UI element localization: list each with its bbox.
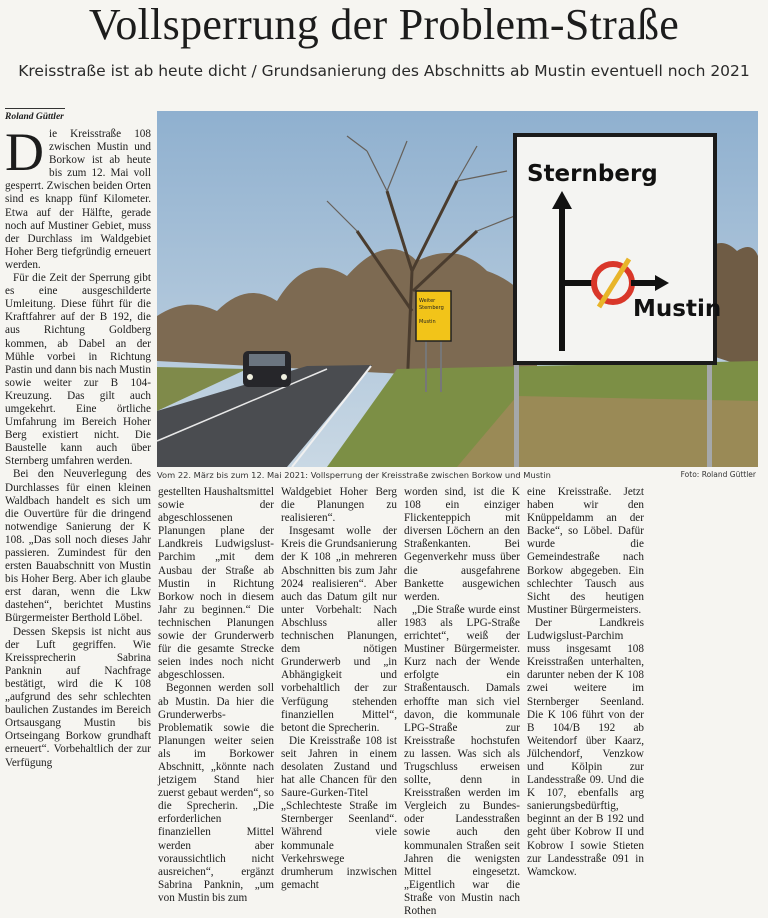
photo-caption: [157, 470, 758, 480]
paragraph: Waldgebiet Hoher Berg die Planungen zu realisieren“.: [281, 486, 397, 525]
caption-text: Vom 22. März bis zum 12. Mai 2021: Vollsperrung der Kreisstraße zwischen Borkow und Mustin: [157, 470, 551, 480]
paragraph: gestellten Haushaltsmittel sowie der abgeschlossenen Planungen plane der Landkreis Ludwigslust-Parchim „mit dem Ausbau der Straße ab Mustin in Richtung Borkow noch in diesem Jahr zu beginnen.“ Die technischen Planungen sowie der Grunderwerb für die gesamte Strecke seien indes noch nicht abgeschlossen.: [158, 486, 274, 682]
small-sign-line: Weiter: [419, 298, 436, 304]
paragraph: Dessen Skepsis ist nicht aus der Luft gegriffen. Wie Kreissprecherin Sabrina Panknin auf Nachfrage bestätigt, wird die K 108 „aufgrund des sehr schlechten baulichen Zustandes im Bereich Ortsausgang Mustin bis Ortseingang Borkow grundhaft erneuert“. Vorbehaltlich der zur Verfügung: [5, 625, 151, 769]
small-sign-line: Sternberg: [419, 305, 444, 311]
photo-credit: Foto: Roland Güttler: [680, 470, 756, 479]
article-column-2: [158, 486, 274, 905]
paragraph: Die Kreisstraße 108 ist seit Jahren in einem desolaten Zustand und hat alle Chancen für den Saure-Gurken-Titel „Schlechteste Straße im Sternberger Seenland“. Während viele kommunale Verkehrswege drumherum inzwischen gemacht: [281, 734, 397, 891]
paragraph-intro: Die Kreisstraße 108 zwischen Mustin und Borkow ist ab heute bis zum 12. Mai voll gesperrt. Zwischen beiden Orten sind es knapp fünf Kilometer. Etwa auf der Hälfte, gerade noch auf Mustiner Gebiet, muss der Durchlass im Waldgebiet Hoher Berg tiefgründig erneuert werden.: [5, 122, 152, 271]
drop-cap: D: [5, 122, 44, 182]
small-sign-line: Mustin: [419, 319, 436, 325]
sign-text-mustin: Mustin: [633, 296, 722, 322]
author-byline: Roland Güttler: [5, 112, 64, 122]
article-column-3: [281, 486, 397, 892]
article-photo: [157, 111, 758, 467]
article-column-5: [527, 486, 644, 879]
article-column-4: [404, 486, 520, 918]
subheadline: Kreisstraße ist ab heute dicht / Grundsanierung des Abschnitts ab Mustin eventuell noch 2021: [18, 62, 750, 80]
article-column-1: [5, 122, 152, 770]
byline-rule: [5, 108, 65, 109]
paragraph: „Die Straße wurde einst 1983 als LPG-Straße errichtet“, weiß der Mustiner Bürgermeister. Kurz nach der Wende erfolgte ein Straßentausch. Damals erhoffte man sich viel davon, die kommunale LPG-Straße zur Kreisstraße hochstufen zu lassen. Was sich als Trugschluss erweisen sollte, denn in Kreisstraßen werden im Vergleich zu Bundes- oder Landesstraßen sowie auch den kommunalen Straßen seit Jahren die wenigsten Mittel eingesetzt. „Eigentlich war die Straße von Mustin nach Rothen: [404, 603, 520, 917]
paragraph: worden sind, ist die K 108 ein einziger Flickenteppich mit diversen Löchern an den Straßenkanten. Bei Gegenverkehr muss über die ausgefahrene Bankette ausgewichen werden.: [404, 486, 520, 603]
paragraph: eine Kreisstraße. Jetzt haben wir den Knüppeldamm an der Backe“, so Löbel. Dafür wurde die Gemeindestraße nach Borkow abgegeben. Ein schlechter Tausch aus Sicht des heutigen Mustiner Bürgermeisters.: [527, 486, 644, 616]
sign-text-sternberg: Sternberg: [527, 161, 658, 187]
headline: Vollsperrung der Problem-Straße: [88, 0, 680, 49]
paragraph: Bei den Neuverlegung des Durchlasses für einen kleinen Waldbach handelt es sich um die Ouvertüre für die dringend notwendige Sanierung der K 108. „Das soll noch dieses Jahr passieren. Zumindest für den ersten Bauabschnitt von Mustin bis Hoher Berg. Aber ich glaube erst daran, wenn die Lkw dastehen“, berichtet Mustins Bürgermeister Berthold Löbel.: [5, 468, 151, 625]
paragraph: Für die Zeit der Sperrung gibt es eine ausgeschilderte Umleitung. Diese führt für die Kraftfahrer auf der B 192, die aus Richtung Goldberg kommen, ab Dabel an der Mühle vorbei in Richtung Pastin und dann bis nach Mustin sowie weiter zur B 104-Kreuzung. Das gilt auch umgekehrt. Eine örtliche Umfahrung im Bereich Hoher Berg existiert nicht. Die Baustelle kann auch über Sternberg umfahren werden.: [5, 272, 151, 468]
paragraph: Begonnen werden soll ab Mustin. Da hier die Grunderwerbs-Problematik sowie die Planungen weiter seien als im Borkower Abschnitt, „könnte nach jetzigem Stand hier zuerst gebaut werden“, so die Sprecherin. „Die erforderlichen finanziellen Mittel werden aber voraussichtlich nicht ausreichen“, ergänzt Sabrina Panknin, „um von Mustin bis zum: [158, 682, 274, 904]
paragraph: Der Landkreis Ludwigslust-Parchim muss insgesamt 108 Kreisstraßen unterhalten, darunter neben der K 108 zwei weitere im Sternberger Seenland. Die K 106 führt von der B 104/B 192 ab Weitendorf über Kaarz, Jülchendorf, Venzkow und Kölpin zur Landesstraße 09. Und die K 107, ebenfalls arg sanierungsbedürftig, beginnt an der B 192 und geht über Kobrow II und Kobrow I sowie Stieten zur Landesstraße 091 in Wamckow.: [527, 616, 644, 878]
paragraph: Insgesamt wolle der Kreis die Grundsanierung der K 108 „in mehreren Abschnitten bis zum Jahr 2024 realisieren“. Aber auch das Datum gilt nur unter Vorbehalt: Nach Abschluss aller technischen Planungen, dem nötigen Grunderwerb und „in Abhängigkeit und vorbehaltlich der zur Verfügung stehenden finanziellen Mittel“, betont die Sprecherin.: [281, 525, 397, 734]
